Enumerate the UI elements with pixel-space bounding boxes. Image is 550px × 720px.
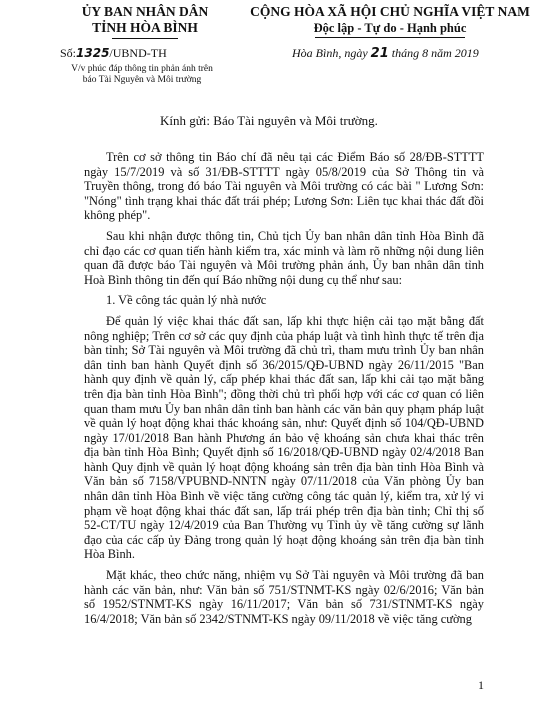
- subject-line-1: V/v phúc đáp thông tin phản ánh trên: [71, 64, 213, 74]
- date-suffix: tháng 8 năm 2019: [391, 46, 479, 60]
- paragraph-3: Để quản lý việc khai thác đất san, lấp khi thực hiện cải tạo mặt bằng đất nông nghiệp; Trên cơ sở các quy định của pháp luật và tình hình thực tế trên địa bàn tỉnh; Sở Tài nguyên và Môi trường đã chủ trì, tham mưu trình Ủy ban nhân dân tỉnh ban hành Quyết định số 36/2015/QĐ-UBND ngày 26/11/2015 "Ban hành quy định về quản lý, cấp phép khai thác đất san, lấp khi cải tạo mặt bằng trên địa bàn tỉnh Hòa Bình"; đồng thời chủ trì phối hợp với các cơ quan có liên quan tham mưu Ủy ban nhân dân tỉnh ban hành các văn bản quy phạm pháp luật về quản lý hoạt động khai thác khoáng sản, như: Quyết định số 104/QĐ-UBND ngày 17/01/2018 Ban hành Phương án bảo vệ khoáng sản chưa khai thác trên địa bàn tỉnh Hòa Bình; Quyết định số 16/2018/QĐ-UBND ngày 02/4/2018 Ban hành Quy định về quản lý hoạt động khoáng sản trên địa bàn tỉnh Hòa Bình và Văn bản số 7158/VPUBND-NNTN ngày 07/11/2018 của Văn phòng Ủy ban nhân dân tỉnh Hòa Bình về việc tăng cường công tác quản lý, kiểm tra, xử lý vi phạm về hoạt động khai thác đất san, lấp trái phép trên địa bàn tỉnh; Chỉ thị số 52-CT/TU ngày 12/4/2019 của Ban Thường vụ Tỉnh ủy về tăng cường sự lãnh đạo của các cấp ủy Đảng trong quản lý hoạt động khoáng sản trên địa bàn tỉnh Hòa Bình.: [84, 313, 484, 562]
- authority-line-2: TỈNH HÒA BÌNH: [92, 20, 198, 35]
- letter-body: [84, 150, 484, 632]
- paragraph-4: Mặt khác, theo chức năng, nhiệm vụ Sở Tài nguyên và Môi trường đã ban hành các văn bản, như: Văn bản số 751/STNMT-KS ngày 02/6/2016; Văn bản số 1952/STNMT-KS ngày 16/11/2017; Văn bản số 731/STNMT-KS ngày 16/4/2018; Văn bản số 2342/STNMT-KS ngày 09/11/2018 về việc tăng cường: [84, 568, 484, 626]
- number-prefix: Số:: [60, 46, 77, 60]
- handwritten-number: 1325: [76, 46, 110, 60]
- page-number: 1: [478, 678, 484, 692]
- country-name: CỘNG HÒA XÃ HỘI CHỦ NGHĨA VIỆT NAM: [250, 4, 530, 19]
- section-heading: 1. Về công tác quản lý nhà nước: [106, 293, 267, 308]
- paragraph-2: Sau khi nhận được thông tin, Chủ tịch Ủy ban nhân dân tỉnh Hòa Bình đã chỉ đạo các cơ quan tiến hành kiểm tra, xác minh và làm rõ những nội dung liên quan đã được báo Tài nguyên và Môi trường phản ánh, Ủy ban nhân dân tỉnh Hoà Bình thông tin đến quí Báo những nội dung cụ thể như sau:: [84, 228, 484, 287]
- handwritten-day: 21: [370, 46, 389, 61]
- authority-underline: [112, 38, 178, 39]
- issue-date: [292, 46, 479, 61]
- authority-line-1: ỦY BAN NHÂN DÂN: [81, 4, 209, 19]
- motto-underline: [315, 37, 465, 38]
- national-header: [225, 4, 550, 38]
- national-motto: Độc lập - Tự do - Hạnh phúc: [313, 21, 467, 35]
- recipient-line: Kính gửi: Báo Tài nguyên và Môi trường.: [160, 113, 378, 128]
- subject-line: [52, 64, 232, 86]
- date-prefix: Hòa Bình, ngày: [292, 46, 368, 60]
- document-number: [60, 46, 167, 61]
- issuing-authority: [50, 4, 240, 39]
- subject-line-2: báo Tài Nguyên và Môi trường: [82, 75, 202, 85]
- number-suffix: /UBND-TH: [109, 46, 167, 60]
- paragraph-1: Trên cơ sở thông tin Báo chí đã nêu tại các Điểm Báo số 28/ĐB-STTTT ngày 15/7/2019 và số 31/ĐB-STTTT ngày 05/8/2019 của Sở Thông tin và Truyền thông, trong đó báo Tài nguyên và Môi trường có các bài " Lương Sơn: "Nóng" tình trạng khai thác đất trái phép; Lương Sơn: Liên tục khai thác đất đồi không phép".: [84, 150, 484, 223]
